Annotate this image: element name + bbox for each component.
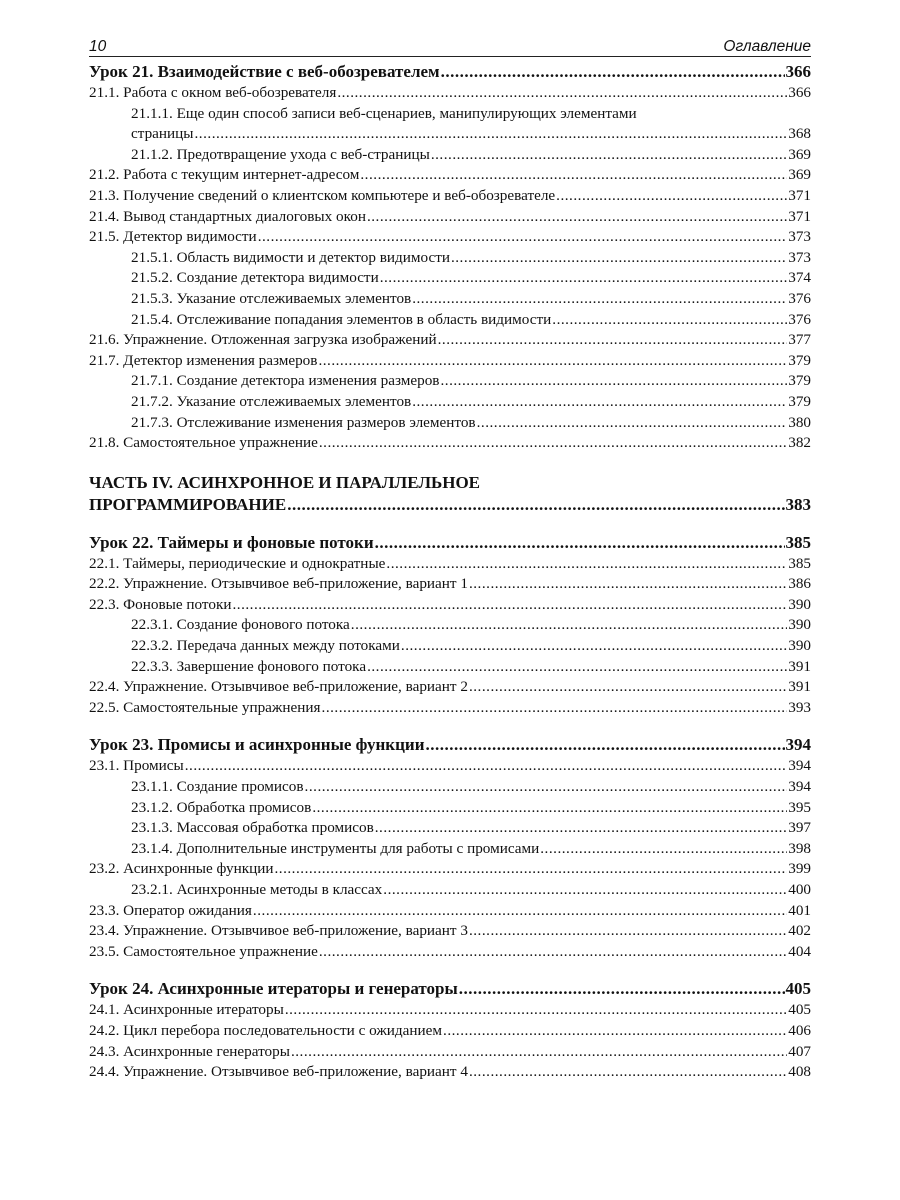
toc-title: 24.2. Цикл перебора последовательности с ожиданием xyxy=(89,1021,443,1039)
dot-leader xyxy=(232,595,787,616)
toc-page-number: 368 xyxy=(788,125,811,143)
toc-title: 24.3. Асинхронные генераторы xyxy=(89,1042,290,1060)
toc-entry-24-4 xyxy=(89,1062,811,1083)
toc-entry-22-3-1 xyxy=(89,615,811,636)
dot-leader xyxy=(312,798,787,819)
dot-leader xyxy=(386,554,787,575)
toc-page-number: 394 xyxy=(788,757,811,775)
dot-leader xyxy=(337,83,787,104)
toc-page-number: 398 xyxy=(788,839,811,857)
toc-page xyxy=(89,34,811,1083)
toc-title: 21.6. Упражнение. Отложенная загрузка изображений xyxy=(89,331,437,349)
toc-lesson-22 xyxy=(89,532,811,554)
toc-page-number: 379 xyxy=(788,351,811,369)
toc-entry-21-1 xyxy=(89,83,811,104)
toc-page-number: 397 xyxy=(788,819,811,837)
toc-title: 23.2.1. Асинхронные методы в классах xyxy=(131,881,383,898)
toc-entry-23-4 xyxy=(89,921,811,942)
dot-leader xyxy=(440,371,787,392)
dot-leader xyxy=(360,165,787,186)
dot-leader xyxy=(469,574,787,595)
toc-entry-21-5-1 xyxy=(89,248,811,269)
toc-page-number: 385 xyxy=(785,532,811,552)
toc-page-number: 380 xyxy=(788,413,811,431)
dot-leader xyxy=(383,880,787,901)
toc-title: 22.5. Самостоятельные упражнения xyxy=(89,698,321,716)
dot-leader xyxy=(425,734,784,756)
toc-page-number: 390 xyxy=(788,616,811,634)
dot-leader xyxy=(443,1021,787,1042)
toc-entry-21-5 xyxy=(89,227,811,248)
toc-title: Урок 21. Взаимодействие с веб-обозревателем xyxy=(89,62,440,81)
toc-lesson-21 xyxy=(89,61,811,83)
toc-page-number: 407 xyxy=(788,1042,811,1060)
toc-entry-23-3 xyxy=(89,901,811,922)
toc-entry-21-7-2 xyxy=(89,392,811,413)
toc-lesson-23 xyxy=(89,734,811,756)
toc-title: 24.1. Асинхронные итераторы xyxy=(89,1001,284,1019)
toc-page-number: 379 xyxy=(788,372,811,390)
dot-leader xyxy=(305,777,788,798)
toc-entry-23-5 xyxy=(89,942,811,963)
table-of-contents xyxy=(89,61,811,1083)
dot-leader xyxy=(401,636,787,657)
toc-title: 23.1.2. Обработка промисов xyxy=(131,798,312,816)
toc-title: 21.8. Самостоятельное упражнение xyxy=(89,434,318,452)
toc-title: 21.1. Работа с окном веб-обозревателя xyxy=(89,84,337,101)
dot-leader xyxy=(459,978,785,1000)
dot-leader xyxy=(274,859,787,880)
toc-page-number: 390 xyxy=(788,595,811,613)
dot-leader xyxy=(258,227,788,248)
toc-entry-23-2-1 xyxy=(89,880,811,901)
toc-page-number: 393 xyxy=(788,698,811,716)
toc-page-number: 383 xyxy=(785,494,811,514)
toc-entry-24-1 xyxy=(89,1000,811,1021)
toc-title: 23.1.3. Массовая обработка промисов xyxy=(131,819,374,837)
toc-page-number: 366 xyxy=(785,62,811,81)
toc-title: 23.2. Асинхронные функции xyxy=(89,860,274,878)
toc-page-number: 373 xyxy=(788,248,811,266)
toc-entry-21-7-3 xyxy=(89,413,811,434)
dot-leader xyxy=(451,248,787,269)
toc-title: 21.5.2. Создание детектора видимости xyxy=(131,269,379,287)
toc-entry-21-3 xyxy=(89,186,811,207)
dot-leader xyxy=(540,839,787,860)
toc-page-number: 402 xyxy=(788,922,811,940)
toc-title: 21.2. Работа с текущим интернет-адресом xyxy=(89,166,360,184)
dot-leader xyxy=(552,310,787,331)
toc-page-number: 379 xyxy=(788,392,811,410)
toc-entry-24-2 xyxy=(89,1021,811,1042)
toc-title: 23.1.4. Дополнительные инструменты для работы с промисами xyxy=(131,839,540,857)
toc-part-4 xyxy=(89,494,811,516)
toc-page-number: 408 xyxy=(788,1063,811,1081)
toc-page-number: 395 xyxy=(788,798,811,816)
toc-page-number: 371 xyxy=(788,186,811,204)
toc-title: 21.5.1. Область видимости и детектор видимости xyxy=(131,248,450,266)
dot-leader xyxy=(367,207,787,228)
toc-page-number: 390 xyxy=(788,637,811,655)
toc-page-number: 377 xyxy=(788,331,811,349)
toc-entry-21-1-2 xyxy=(89,145,811,166)
toc-title: Урок 22. Таймеры и фоновые потоки xyxy=(89,532,374,552)
dot-leader xyxy=(412,392,787,413)
toc-title: страницы xyxy=(131,125,194,143)
dot-leader xyxy=(291,1042,787,1063)
dot-leader xyxy=(367,657,787,678)
dot-leader xyxy=(285,1000,787,1021)
toc-title: 21.1.2. Предотвращение ухода с веб-страницы xyxy=(131,145,430,163)
dot-leader xyxy=(319,433,787,454)
toc-entry-21-8 xyxy=(89,433,811,454)
toc-page-number: 369 xyxy=(788,145,811,163)
toc-entry-21-6 xyxy=(89,330,811,351)
toc-title: 22.2. Упражнение. Отзывчивое веб-приложение, вариант 1 xyxy=(89,575,468,593)
toc-title: 21.5.3. Указание отслеживаемых элементов xyxy=(131,289,412,307)
dot-leader xyxy=(253,901,787,922)
toc-title: 22.1. Таймеры, периодические и однократные xyxy=(89,554,386,572)
dot-leader xyxy=(469,677,787,698)
toc-entry-22-5 xyxy=(89,698,811,719)
toc-entry-23-2 xyxy=(89,859,811,880)
toc-title: 23.3. Оператор ожидания xyxy=(89,901,252,919)
toc-page-number: 394 xyxy=(788,778,811,796)
toc-title: 22.4. Упражнение. Отзывчивое веб-приложение, вариант 2 xyxy=(89,678,468,696)
toc-page-number: 385 xyxy=(788,554,811,572)
toc-page-number: 406 xyxy=(788,1021,811,1039)
toc-title: ПРОГРАММИРОВАНИЕ xyxy=(89,494,287,514)
toc-entry-22-4 xyxy=(89,677,811,698)
toc-page-number: 405 xyxy=(785,979,811,999)
running-header xyxy=(89,34,811,57)
dot-leader xyxy=(375,532,785,554)
toc-entry-22-3 xyxy=(89,595,811,616)
dot-leader xyxy=(469,921,787,942)
toc-page-number: 386 xyxy=(788,575,811,593)
toc-entry-21-2 xyxy=(89,165,811,186)
toc-entry-21-7 xyxy=(89,351,811,372)
toc-entry-21-1-1-line1: 21.1.1. Еще один способ записи веб-сценариев, манипулирующих элементами xyxy=(131,104,637,122)
toc-title: 21.7.1. Создание детектора изменения размеров xyxy=(131,372,440,390)
toc-page-number: 376 xyxy=(788,289,811,307)
toc-title: 21.7. Детектор изменения размеров xyxy=(89,351,318,369)
dot-leader xyxy=(287,494,784,516)
dot-leader xyxy=(185,756,787,777)
toc-entry-22-2 xyxy=(89,574,811,595)
toc-title: 23.5. Самостоятельное упражнение xyxy=(89,942,318,960)
dot-leader xyxy=(322,698,788,719)
toc-page-number: 376 xyxy=(788,310,811,328)
dot-leader xyxy=(431,145,787,166)
toc-page-number: 400 xyxy=(788,881,811,898)
toc-page-number: 399 xyxy=(788,860,811,878)
toc-page-number: 401 xyxy=(788,901,811,919)
toc-title: 23.1.1. Создание промисов xyxy=(131,778,304,796)
toc-entry-23-1 xyxy=(89,756,811,777)
toc-title: 22.3.2. Передача данных между потоками xyxy=(131,637,400,655)
toc-page-number: 366 xyxy=(788,84,811,101)
toc-entry-22-1 xyxy=(89,554,811,575)
running-title: Оглавление xyxy=(723,38,811,55)
dot-leader xyxy=(375,818,787,839)
toc-title: Урок 23. Промисы и асинхронные функции xyxy=(89,735,425,755)
dot-leader xyxy=(351,615,787,636)
toc-title: 24.4. Упражнение. Отзывчивое веб-приложение, вариант 4 xyxy=(89,1063,468,1081)
toc-entry-22-3-3 xyxy=(89,657,811,678)
toc-title: 21.5. Детектор видимости xyxy=(89,228,257,246)
toc-entry-23-1-4 xyxy=(89,839,811,860)
toc-title: Урок 24. Асинхронные итераторы и генераторы xyxy=(89,979,458,999)
toc-title: 21.5.4. Отслеживание попадания элементов в область видимости xyxy=(131,310,552,328)
dot-leader xyxy=(412,289,787,310)
toc-title: 21.3. Получение сведений о клиентском компьютере и веб-обозревателе xyxy=(89,186,556,204)
toc-page-number: 371 xyxy=(788,207,811,225)
toc-page-number: 374 xyxy=(788,269,811,287)
dot-leader xyxy=(319,942,787,963)
dot-leader xyxy=(195,124,788,145)
toc-entry-22-3-2 xyxy=(89,636,811,657)
toc-entry-23-1-3 xyxy=(89,818,811,839)
page-number: 10 xyxy=(89,38,107,55)
dot-leader xyxy=(380,268,788,289)
toc-title: 23.4. Упражнение. Отзывчивое веб-приложение, вариант 3 xyxy=(89,922,468,940)
dot-leader xyxy=(441,61,785,83)
toc-title: 22.3.1. Создание фонового потока xyxy=(131,616,350,634)
toc-page-number: 391 xyxy=(788,657,811,675)
dot-leader xyxy=(477,413,788,434)
toc-page-number: 394 xyxy=(785,735,811,755)
toc-lesson-24 xyxy=(89,978,811,1000)
toc-entry-23-1-1 xyxy=(89,777,811,798)
toc-title: 22.3.3. Завершение фонового потока xyxy=(131,657,367,675)
dot-leader xyxy=(438,330,788,351)
toc-title: 22.3. Фоновые потоки xyxy=(89,595,232,613)
toc-title: 23.1. Промисы xyxy=(89,757,184,775)
toc-page-number: 405 xyxy=(788,1001,811,1019)
toc-entry-23-1-2 xyxy=(89,798,811,819)
toc-entry-21-5-2 xyxy=(89,268,811,289)
toc-title: 21.4. Вывод стандартных диалоговых окон xyxy=(89,207,366,225)
toc-entry-21-5-4 xyxy=(89,310,811,331)
toc-title: 21.7.2. Указание отслеживаемых элементов xyxy=(131,392,412,410)
toc-entry-21-5-3 xyxy=(89,289,811,310)
toc-entry-21-7-1 xyxy=(89,371,811,392)
toc-page-number: 369 xyxy=(788,166,811,184)
toc-page-number: 382 xyxy=(788,434,811,452)
dot-leader xyxy=(318,351,787,372)
dot-leader xyxy=(556,186,787,207)
toc-page-number: 391 xyxy=(788,678,811,696)
toc-page-number: 404 xyxy=(788,942,811,960)
dot-leader xyxy=(469,1062,787,1083)
toc-title: 21.7.3. Отслеживание изменения размеров элементов xyxy=(131,413,476,431)
toc-entry-21-1-1 xyxy=(89,124,811,145)
toc-part-4-line1: ЧАСТЬ IV. АСИНХРОННОЕ И ПАРАЛЛЕЛЬНОЕ xyxy=(89,472,481,492)
toc-entry-24-3 xyxy=(89,1042,811,1063)
toc-page-number: 373 xyxy=(788,228,811,246)
toc-entry-21-4 xyxy=(89,207,811,228)
